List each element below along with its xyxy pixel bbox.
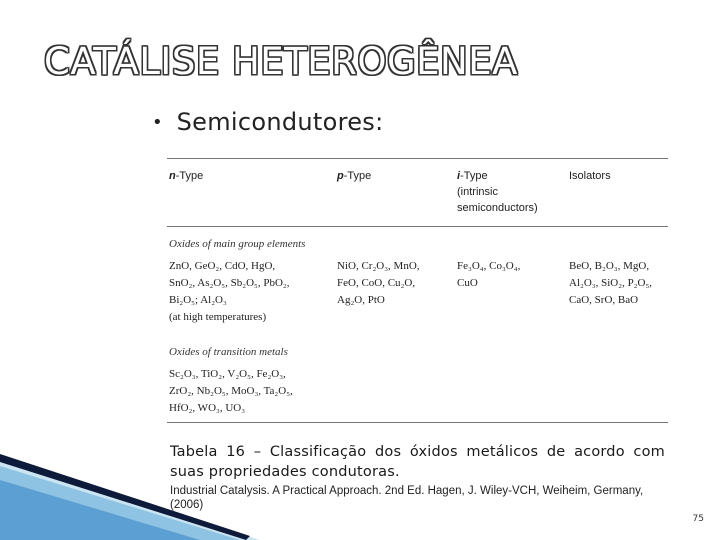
header-p-type: p-Type xyxy=(337,170,372,182)
slide-title: CATÁLISE HETEROGÊNEA xyxy=(44,40,518,83)
main-p-type-cell: NiO, Cr₂O₃, MnO, FeO, CoO, Cu₂O, Ag₂O, PtO xyxy=(337,260,420,306)
table-caption: Tabela 16 – Classificação dos óxidos metálicos de acordo com suas propriedades condutoras. xyxy=(170,444,665,480)
source-citation: Industrial Catalysis. A Practical Approach. 2nd Ed. Hagen, J. Wiley-VCH, Weiheim, Germany, (2006) xyxy=(170,485,644,511)
section-main-group: Oxides of main group elements xyxy=(169,238,306,250)
header-i-type: i-Type (intrinsic semiconductors) xyxy=(457,170,538,214)
main-i-type-cell: Fe₃O₄, Co₃O₄, CuO xyxy=(457,260,521,289)
corner-decoration xyxy=(0,440,260,540)
header-n-type: n-Type xyxy=(169,170,204,182)
bullet-item xyxy=(152,108,384,136)
section-transition-metals: Oxides of transition metals xyxy=(169,346,288,358)
bullet-dot-icon: • xyxy=(152,111,163,133)
header-isolators: Isolators xyxy=(569,170,611,182)
page-number: 75 xyxy=(692,514,704,524)
bullet-text: Semicondutores: xyxy=(176,108,384,136)
transition-n-type-cell: Sc₂O₃, TiO₂, V₂O₅, Fe₂O₃, ZrO₂, Nb₂O₅, MoO₃, Ta₂O₅, HfO₂, WO₃, UO₃ xyxy=(169,368,293,414)
main-n-type-cell: ZnO, GeO₂, CdO, HgO, SnO₂, As₂O₅, Sb₂O₅, PbO₂, Bi₂O₅; Al₂O₃ (at high temperatures) xyxy=(169,260,290,323)
main-isolators-cell: BeO, B₂O₃, MgO, Al₂O₃, SiO₂, P₂O₅, CaO, SrO, BaO xyxy=(569,260,653,306)
table-header-rule xyxy=(167,226,668,227)
table-bottom-rule xyxy=(167,422,668,423)
table-top-rule xyxy=(167,158,668,159)
